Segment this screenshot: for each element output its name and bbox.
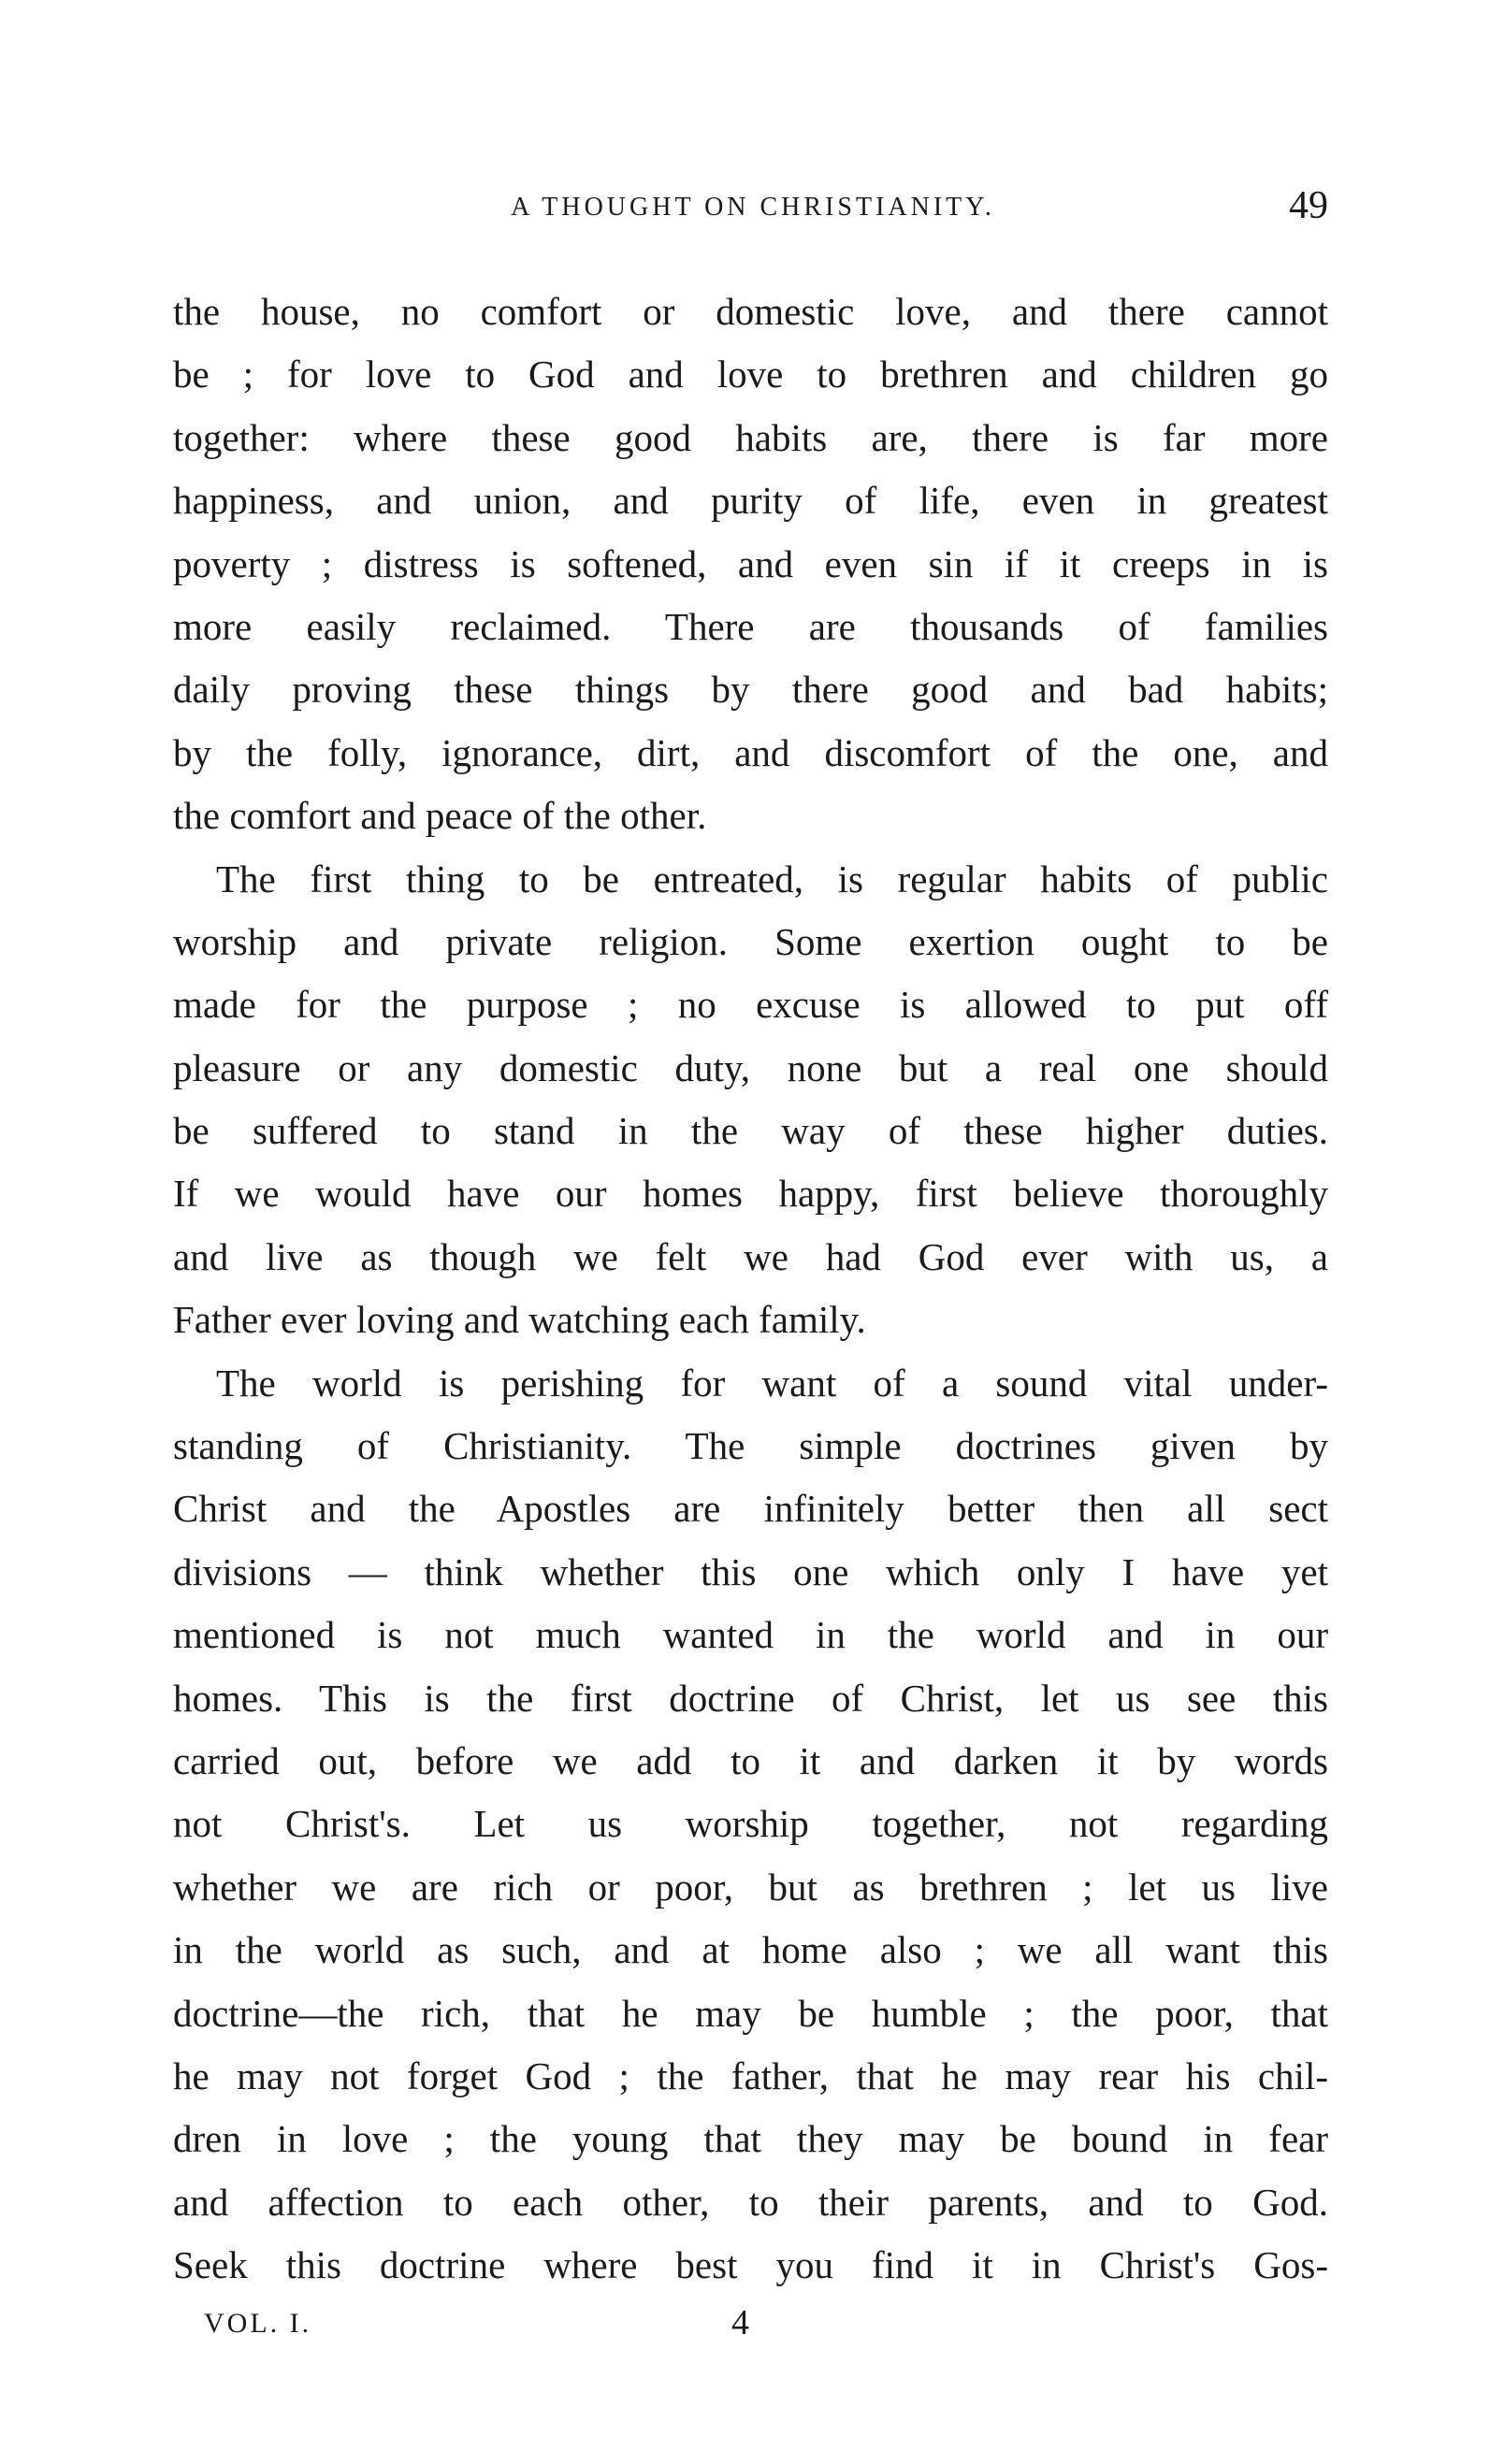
text-line: whether we are rich or poor, but as brethren ; let us live xyxy=(173,1865,1328,1909)
text-line: be suffered to stand in the way of these higher duties. xyxy=(173,1109,1328,1153)
text-line: doctrine—the rich, that he may be humble ; the poor, that xyxy=(173,1991,1328,2035)
paragraph xyxy=(173,848,1328,1352)
paragraph xyxy=(173,1352,1328,2298)
text-line: Seek this doctrine where best you find it in Christ's Gos- xyxy=(173,2243,1328,2287)
text-line: Christ and the Apostles are infinitely better then all sect xyxy=(173,1487,1328,1531)
text-line: divisions — think whether this one which only I have yet xyxy=(173,1549,1328,1593)
text-line: If we would have our homes happy, first believe thoroughly xyxy=(173,1172,1328,1216)
text-line: pleasure or any domestic duty, none but a real one should xyxy=(173,1045,1328,1089)
text-line: Father ever loving and watching each family. xyxy=(173,1298,866,1342)
text-line: not Christ's. Let us worship together, not regarding xyxy=(173,1802,1328,1846)
paragraph xyxy=(173,281,1328,848)
text-line: and affection to each other, to their parents, and to God. xyxy=(173,2180,1328,2224)
running-title: A THOUGHT ON CHRISTIANITY. xyxy=(511,193,995,222)
text-line: by the folly, ignorance, dirt, and discomfort of the one, and xyxy=(173,730,1328,774)
text-line: carried out, before we add to it and darken it by words xyxy=(173,1738,1328,1782)
text-line: poverty ; distress is softened, and even sin if it creeps in is xyxy=(173,541,1328,585)
volume-signature: VOL. I. xyxy=(204,2308,312,2339)
text-line: be ; for love to God and love to brethren and children go xyxy=(173,353,1328,396)
text-line: mentioned is not much wanted in the world and in our xyxy=(173,1613,1328,1657)
text-line: more easily reclaimed. There are thousands of families xyxy=(173,604,1328,648)
text-line: the house, no comfort or domestic love, and there cannot xyxy=(173,290,1328,333)
text-line: together: where these good habits are, there is far more xyxy=(173,415,1328,459)
text-line: and live as though we felt we had God ever with us, a xyxy=(173,1234,1328,1278)
page-number: 49 xyxy=(1289,184,1328,227)
text-line: the comfort and peace of the other. xyxy=(173,794,707,838)
signature-number: 4 xyxy=(731,2303,749,2342)
text-line: The first thing to be entreated, is regular habits of public xyxy=(216,857,1328,901)
text-line: he may not forget God ; the father, that he may rear his chil- xyxy=(173,2053,1328,2097)
running-head xyxy=(178,183,1328,230)
text-line: worship and private religion. Some exertion ought to be xyxy=(173,919,1328,963)
text-line: homes. This is the first doctrine of Christ, let us see this xyxy=(173,1676,1328,1720)
text-line: daily proving these things by there good and bad habits; xyxy=(173,668,1328,712)
text-line: in the world as such, and at home also ; we all want this xyxy=(173,1928,1328,1972)
text-line: The world is perishing for want of a sound vital under- xyxy=(216,1361,1328,1405)
text-line: made for the purpose ; no excuse is allowed to put off xyxy=(173,983,1328,1027)
text-line: happiness, and union, and purity of life, even in greatest xyxy=(173,479,1328,523)
body-text xyxy=(173,281,1328,2298)
text-line: dren in love ; the young that they may be bound in fear xyxy=(173,2117,1328,2161)
page-footer xyxy=(204,2303,859,2355)
text-line: standing of Christianity. The simple doctrines given by xyxy=(173,1424,1328,1468)
